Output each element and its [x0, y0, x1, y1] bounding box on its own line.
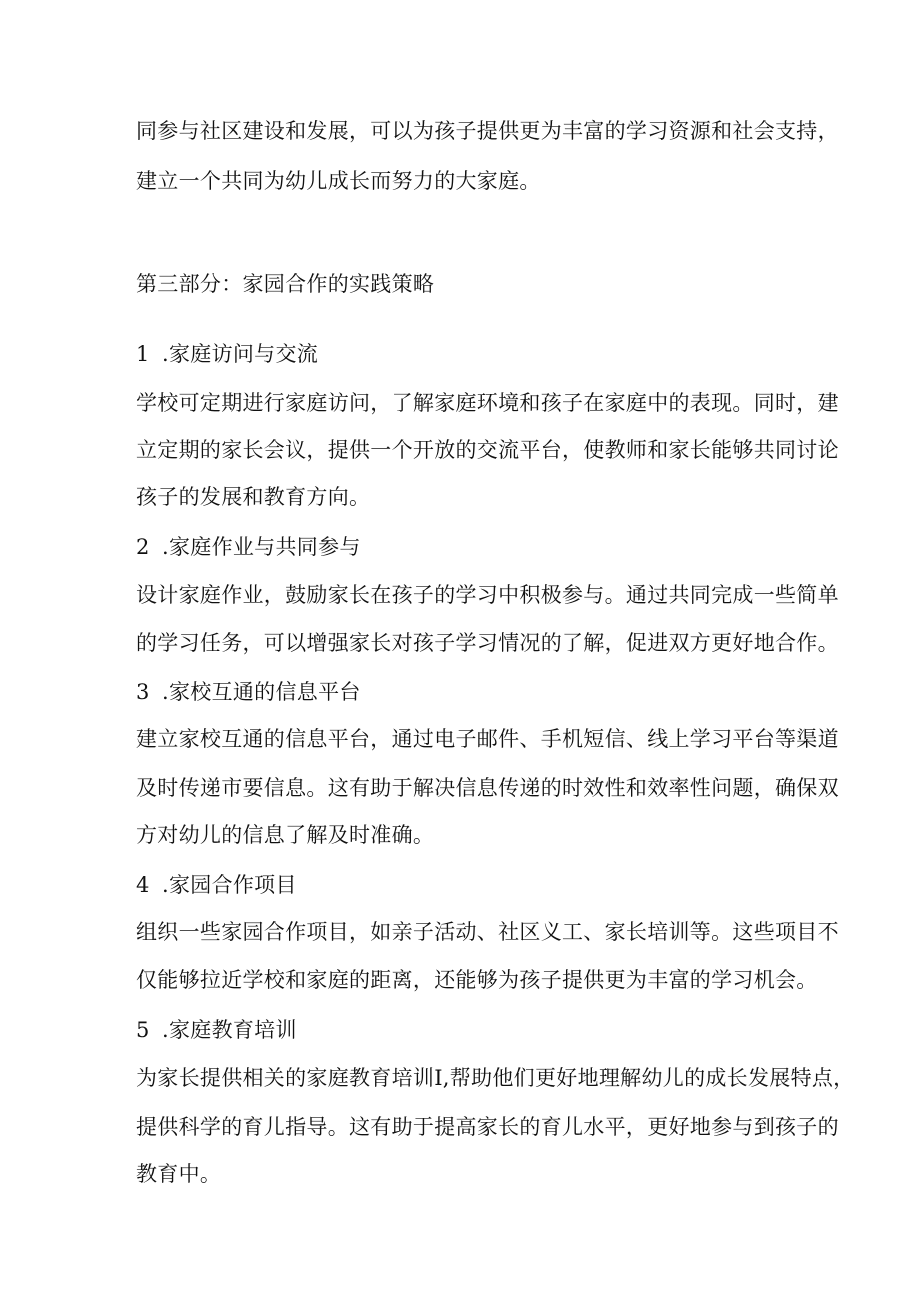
item-1-line-3: 孩子的发展和教育方向。 — [136, 485, 371, 509]
item-2-line-1: 设计家庭作业，鼓励家长在孩子的学习中积极参与。通过共同完成一些简单 — [136, 583, 839, 607]
item-2-title: .家庭作业与共同参与 — [162, 535, 361, 559]
item-3-number: 3 — [136, 680, 150, 704]
item-4-title: .家园合作项目 — [162, 873, 297, 897]
item-5-line-1: 为家长提供相关的家庭教育培训I,帮助他们更好地理解幼儿的成长发展特点， — [136, 1066, 855, 1090]
item-4-heading — [136, 871, 796, 899]
item-2-heading — [136, 533, 796, 561]
item-3-title: .家校互通的信息平台 — [162, 680, 361, 704]
item-5-line-3: 教育中。 — [136, 1162, 222, 1186]
section-title: 第三部分：家园合作的实践策略 — [136, 272, 435, 296]
item-5-title: .家庭教育培训 — [162, 1018, 297, 1042]
item-3-heading — [136, 678, 796, 706]
item-1-title: .家庭访问与交流 — [162, 342, 319, 366]
item-1-number: 1 — [136, 342, 150, 366]
item-4-line-1: 组织一些家园合作项目，如亲子活动、社区义工、家长培训等。这些项目不 — [136, 920, 839, 944]
item-1-heading — [136, 340, 796, 368]
item-5-line-2: 提供科学的育儿指导。这有助于提高家长的育儿水平，更好地参与到孩子的 — [136, 1115, 839, 1139]
item-1-line-2: 立定期的家长会议，提供一个开放的交流平台，使教师和家长能够共同讨论 — [136, 438, 839, 462]
item-3-line-2: 及时传递市要信息。这有助于解决信息传递的时效性和效率性问题，确保双 — [136, 776, 839, 800]
item-3-line-1: 建立家校互通的信息平台，通过电子邮件、手机短信、线上学习平台等渠道 — [136, 727, 839, 751]
item-3-line-3: 方对幼儿的信息了解及时准确。 — [136, 823, 435, 847]
item-2-line-2: 的学习任务，可以增强家长对孩子学习情况的了解，促进双方更好地合作。 — [136, 631, 839, 655]
intro-line-2: 建立一个共同为幼儿成长而努力的大家庭。 — [136, 169, 541, 193]
intro-line-1: 同参与社区建设和发展，可以为孩子提供更为丰富的学习资源和社会支持， — [136, 119, 839, 143]
item-4-number: 4 — [136, 873, 150, 897]
item-2-number: 2 — [136, 535, 150, 559]
item-5-heading — [136, 1016, 796, 1044]
item-4-line-2: 仅能够拉近学校和家庭的距离，还能够为孩子提供更为丰富的学习机会。 — [136, 968, 818, 992]
item-1-line-1: 学校可定期进行家庭访问，了解家庭环境和孩子在家庭中的表现。同时，建 — [136, 391, 839, 415]
item-5-number: 5 — [136, 1018, 150, 1042]
